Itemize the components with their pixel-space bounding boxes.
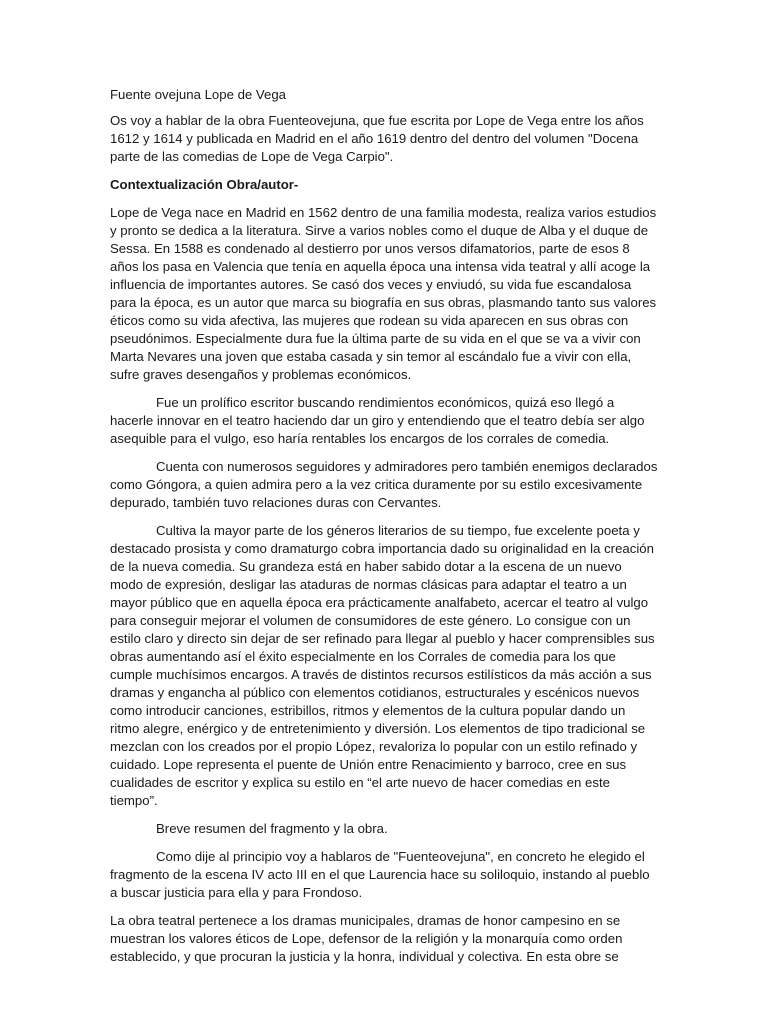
- intro-paragraph: Os voy a hablar de la obra Fuenteovejuna, que fue escrita por Lope de Vega entre los años 1612 y 1614 y publicada en Madrid en el año 1619 dentro del dentro del volumen "Docena parte de las comedias de Lope de Vega Carpio".: [110, 113, 644, 164]
- paragraph-prolific-writer: Fue un prolífico escritor buscando rendimientos económicos, quizá eso llegó a hacerle innovar en el teatro haciendo dar un giro y entendiendo que el teatro debía ser algo asequible para el vulgo, eso haría rentables los encargos de los corrales de comedia.: [110, 395, 645, 446]
- paragraph-summary-heading: Breve resumen del fragmento y la obra.: [156, 821, 388, 836]
- document-page: [110, 86, 658, 976]
- paragraph-drama-type: La obra teatral pertenece a los dramas municipales, dramas de honor campesino en se muestran los valores éticos de Lope, defensor de la religión y la monarquía como orden establecido, y que procuran la justicia y la honra, individual y colectiva. En esta obre se: [110, 913, 623, 964]
- section-heading-context: Contextualización Obra/autor-: [110, 177, 299, 192]
- paragraph-followers: Cuenta con numerosos seguidores y admiradores pero también enemigos declarados como Góngora, a quien admira pero a la vez critica duramente por su estilo excesivamente depurado, también tuvo relaciones duras con Cervantes.: [110, 459, 658, 510]
- paragraph-biography: Lope de Vega nace en Madrid en 1562 dentro de una familia modesta, realiza varios estudios y pronto se dedica a la literatura. Sirve a varios nobles como el duque de Alba y el duque de Sessa. En 1588 es condenado al destierro por unos versos difamatorios, parte de esos 8 años los pasa en Valencia que tenía en aquella época una intensa vida teatral y allí acoge la influencia de importantes autores. Se casó dos veces y enviudó, su vida fue escandalosa para la época, es un autor que marca su biografía en sus obras, plasmando tanto sus valores éticos como su vida afectiva, las mujeres que rodean su vida aparecen en sus obras con pseudónimos. Especialmente dura fue la última parte de su vida en el que se va a vivir con Marta Nevares una joven que estaba casada y sin temor al escándalo fue a vivir con ella, sufre graves desengaños y problemas económicos.: [110, 205, 657, 382]
- paragraph-genres: Cultiva la mayor parte de los géneros literarios de su tiempo, fue excelente poeta y destacado prosista y como dramaturgo cobra importancia dado su originalidad en la creación de la nueva comedia. Su grandeza está en haber sabido dotar a la escena de un nuevo modo de expresión, desligar las ataduras de normas clásicas para adaptar el teatro a un mayor público que en aquella época era prácticamente analfabeto, acercar el teatro al vulgo para conseguir mejorar el volumen de consumidores de este género. Lo consigue con un estilo claro y directo sin dejar de ser refinado para llegar al pueblo y hacer comprensibles sus obras aumentando así el éxito especialmente en los Corrales de comedia para los que cumple muchísimos encargos. A través de distintos recursos estilísticos da más acción a sus dramas y engancha al público con elementos cotidianos, estructurales y escénicos nuevos como introducir canciones, estribillos, ritmos y elementos de la cultura popular dando un ritmo alegre, enérgico y de entretenimiento y diversión. Los elementos de tipo tradicional se mezclan con los creados por el propio López, revaloriza lo popular con un estilo refinado y cuidado. Lope representa el puente de Unión entre Renacimiento y barroco, cree en sus cualidades de escritor y explica su estilo en “el arte nuevo de hacer comedias en este tiempo”.: [110, 523, 655, 808]
- paragraph-fragment: Como dije al principio voy a hablaros de "Fuenteovejuna", en concreto he elegido el fragmento de la escena IV acto III en el que Laurencia hace su soliloquio, instando al pueblo a buscar justicia para ella y para Frondoso.: [110, 849, 650, 900]
- document-title: Fuente ovejuna Lope de Vega: [110, 87, 286, 102]
